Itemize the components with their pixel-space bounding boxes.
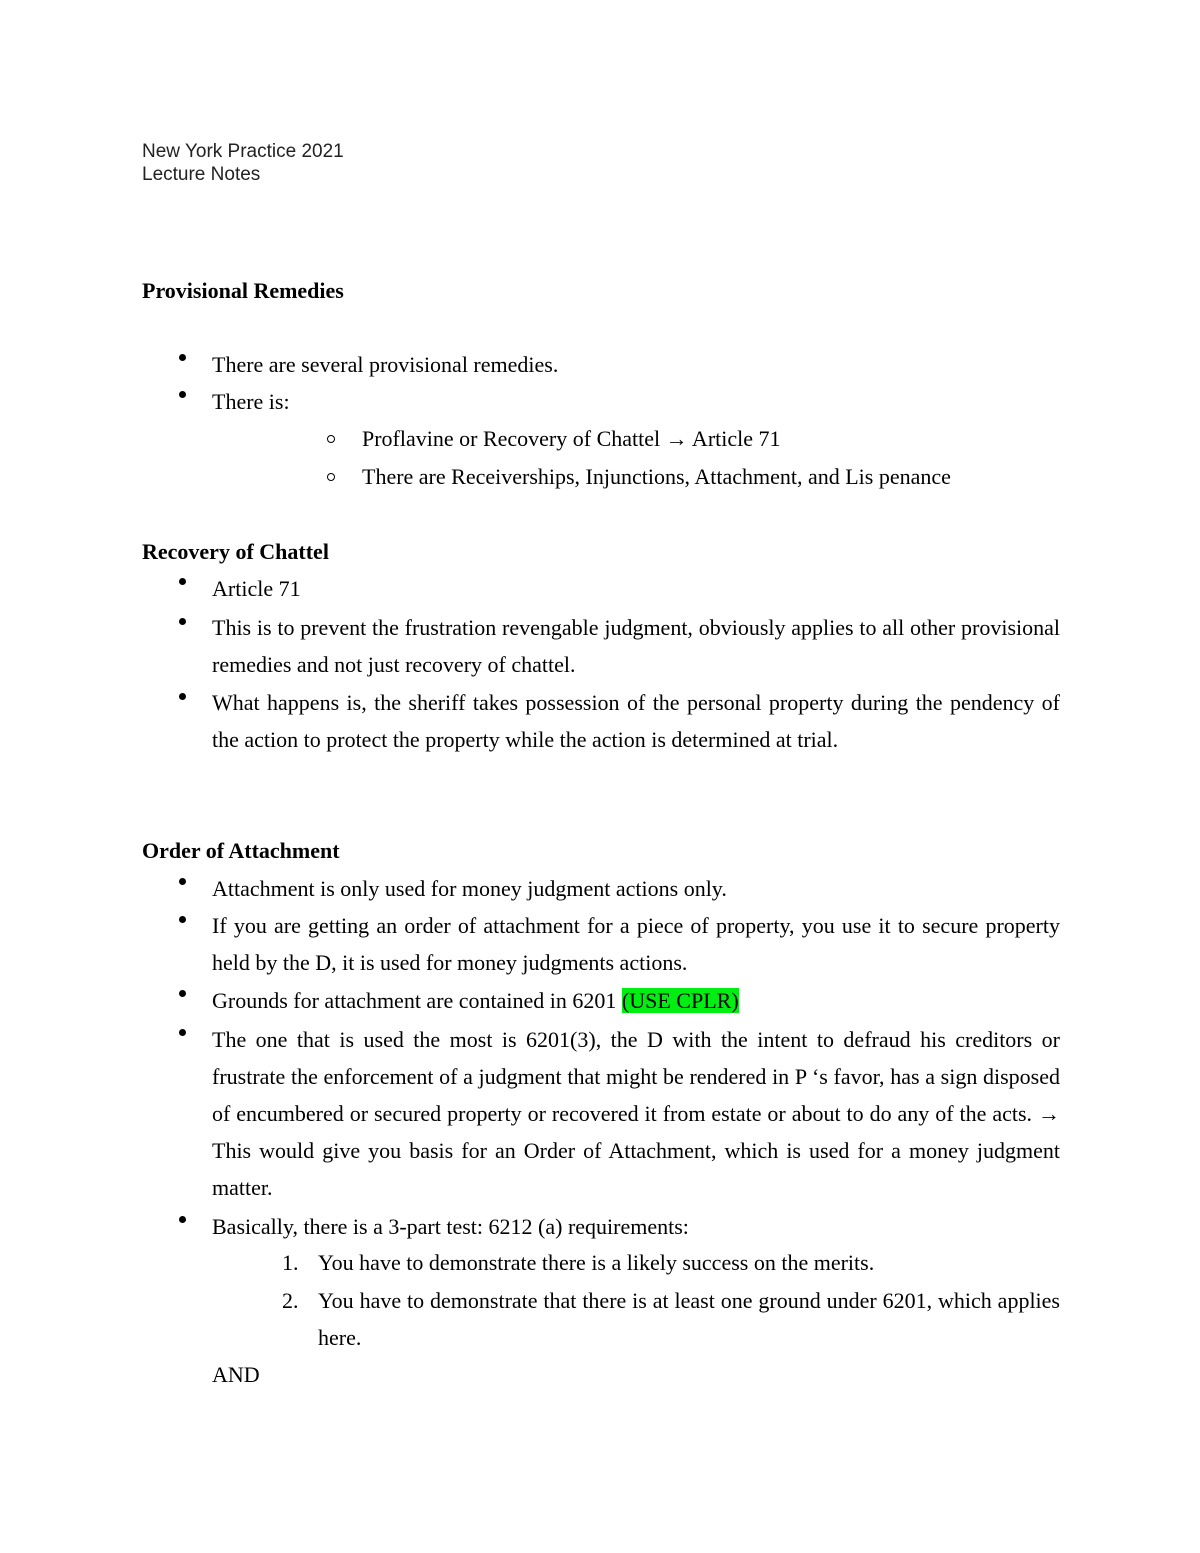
right-arrow-icon: → [1038,1101,1060,1126]
highlighted-text: (USE CPLR) [621,988,739,1013]
sub-item-text: Proflavine or Recovery of Chattel [362,426,666,451]
list-item: Article 71 [212,576,301,601]
course-title: New York Practice 2021 [142,141,344,162]
list-item-text: Grounds for attachment are contained in 6201 [212,988,622,1013]
hollow-bullet-icon [327,473,335,481]
bullet-icon [179,1029,186,1036]
bullet-icon [179,990,186,997]
document-subtitle: Lecture Notes [142,164,261,185]
sub-list-item: There are Receiverships, Injunctions, Attachment, and Lis penance [362,464,951,489]
right-arrow-icon: → [665,426,688,451]
list-item: There are several provisional remedies. [212,352,559,377]
sub-item-text: Article 71 [687,426,781,451]
list-item: If you are getting an order of attachment for a piece of property, you use it to secure property held by the D, it is used for money judgments actions. [212,913,1060,975]
section-heading-order-of-attachment: Order of Attachment [142,838,340,863]
sub-list-item [362,426,781,452]
bullet-icon [179,618,186,625]
bullet-icon [179,916,186,923]
bullet-icon [179,578,186,585]
list-item [212,1021,1060,1206]
list-item-text: The one that is used the most is 6201(3), the D with the intent to defraud his creditors or frustrate the enforcement of a judgment that might be rendered in P ‘s favor, has a sign disposed of encumbered or secured property or recovered it from estate or about to do any of the acts. [212,1027,1060,1126]
list-item: There is: [212,389,290,414]
bullet-icon [179,878,186,885]
list-item: This is to prevent the frustration revengable judgment, obviously applies to all other provisional remedies and not just recovery of chattel. [212,615,1060,677]
list-item: What happens is, the sheriff takes possession of the personal property during the pendency of the action to protect the property while the action is determined at trial. [212,690,1060,752]
bullet-icon [179,1216,186,1223]
document-header [142,140,344,186]
numbered-item: You have to demonstrate that there is at least one ground under 6201, which applies here. [318,1288,1060,1350]
list-item [212,982,1060,1019]
conjunction-text: AND [212,1362,260,1387]
bullet-icon [179,693,186,700]
section-heading-provisional-remedies: Provisional Remedies [142,278,344,303]
section-heading-recovery-of-chattel: Recovery of Chattel [142,539,329,564]
numbered-item-number: 1. [282,1250,299,1275]
numbered-item-number: 2. [282,1288,299,1313]
numbered-item: You have to demonstrate there is a likely success on the merits. [318,1250,875,1275]
hollow-bullet-icon [327,435,335,443]
list-item: Basically, there is a 3-part test: 6212 (a) requirements: [212,1214,689,1239]
bullet-icon [179,354,186,361]
list-item-text: This would give you basis for an Order of Attachment, which is used for a money judgment matter. [212,1138,1060,1200]
list-item: Attachment is only used for money judgment actions only. [212,876,727,901]
bullet-icon [179,391,186,398]
